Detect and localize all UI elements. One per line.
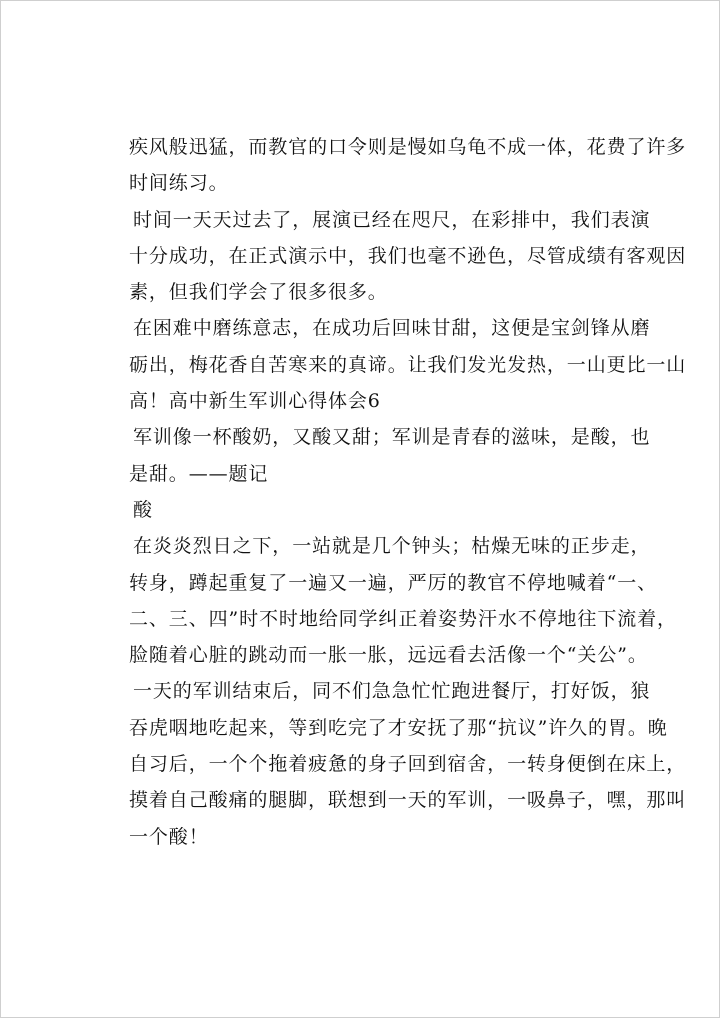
paragraph-7 [129,673,687,854]
paragraph-line: 一天的军训结束后，同不们急急忙忙跑进餐厅，打好饭，狼 [133,680,651,703]
paragraph-line: 自习后，一个个拖着疲惫的身子回到宿舍，一转身便倒在床上， [129,753,687,776]
section-heading: 酸 [133,498,153,521]
paragraph-4 [129,419,649,492]
paragraph-2 [129,202,687,311]
paragraph-line: 时间练习。 [129,172,229,195]
paragraph-5-heading [129,492,649,528]
paragraph-line: 十分成功，在正式演示中，我们也毫不逊色，尽管成绩有客观因 [129,244,687,267]
paragraph-3 [129,310,687,419]
paragraph-line: 在困难中磨练意志，在成功后回味甘甜，这便是宝剑锋从磨 [133,317,651,340]
paragraph-line: 吞虎咽地吃起来，等到吃完了才安抚了那“抗议”许久的胃。晚 [129,716,668,739]
paragraph-1 [129,129,687,202]
paragraph-line: 高！高中新生军训心得体会6 [129,390,381,413]
paragraph-line: 在炎炎烈日之下，一站就是几个钟头；枯燥无味的正步走， [133,535,651,558]
paragraph-line: 素，但我们学会了很多很多。 [129,281,388,304]
paragraph-line: 疾风般迅猛，而教官的口令则是慢如乌龟不成一体，花费了许多 [129,136,687,158]
paragraph-line: 一个酸！ [129,825,209,848]
document-body [129,129,687,855]
paragraph-line: 脸随着心脏的跳动而一胀一胀，远远看去活像一个“关公”。 [129,644,648,667]
paragraph-line: 是甜。——题记 [129,462,269,485]
paragraph-line: 二、三、四”时不时地给同学纠正着姿势汗水不停地往下流着， [129,607,677,630]
paragraph-line: 摸着自己酸痛的腿脚，联想到一天的军训，一吸鼻子，嘿，那叫 [129,789,687,812]
paragraph-line: 军训像一杯酸奶，又酸又甜；军训是青春的滋味，是酸，也 [133,426,651,449]
paragraph-line: 转身，蹲起重复了一遍又一遍，严厉的教官不停地喊着“一、 [129,571,658,594]
paragraph-line: 时间一天天过去了，展演已经在咫尺，在彩排中，我们表演 [133,208,651,231]
paragraph-6 [129,528,677,673]
paragraph-line: 砺出，梅花香自苦寒来的真谛。让我们发光发热，一山更比一山 [129,353,687,376]
